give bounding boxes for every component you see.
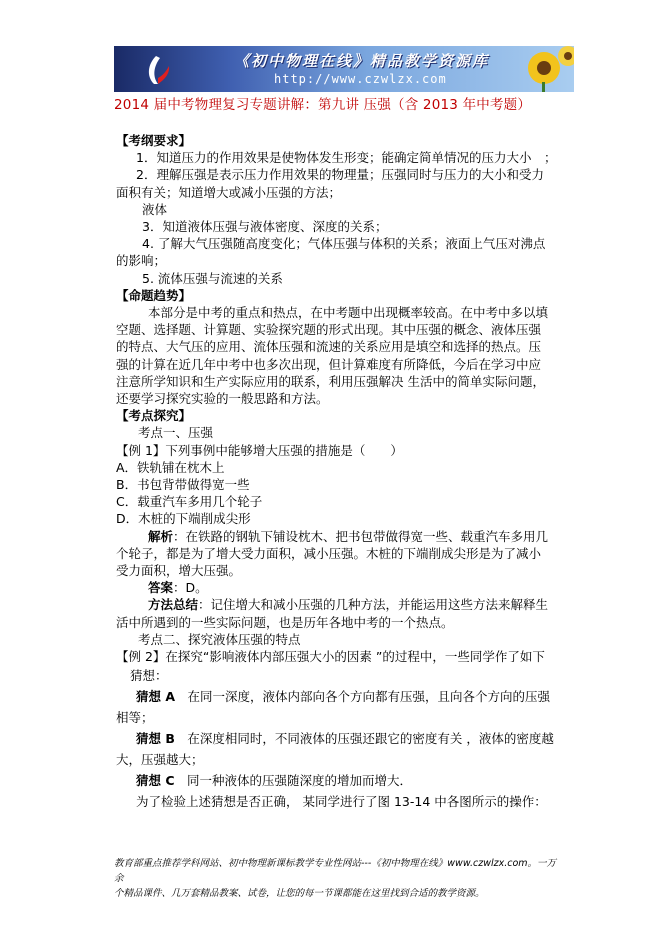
sunflower-icon — [504, 46, 574, 92]
option-d: D．木桩的下端削成尖形 — [116, 511, 251, 527]
banner-url: http://www.czwlzx.com — [274, 72, 447, 86]
document-body — [116, 132, 576, 812]
option-c: C．载重汽车多用几个轮子 — [116, 494, 263, 510]
text-line: 面积有关；知道增大或减小压强的方法； — [116, 184, 342, 200]
topic-heading: 考点二、探究液体压强的特点 — [138, 631, 301, 647]
answer-text: ：D。 — [173, 580, 208, 596]
text-line: 5. 流体压强与流速的关系 — [142, 270, 283, 286]
answer-line — [116, 579, 576, 596]
text-line: 空题、选择题、计算题、实验探究题的形式出现。其中压强的概念、液体压强 — [116, 322, 542, 338]
summary-line — [116, 596, 576, 613]
example-question: 【例 1】下列事例中能够增大压强的措施是（ ） — [116, 442, 403, 458]
topic-heading: 考点一、压强 — [138, 425, 214, 441]
text-line: 猜想： — [130, 668, 168, 684]
section-heading: 【命题趋势】 — [116, 287, 192, 303]
text-line: 2．理解压强是表示压力作用效果的物理量；压强同时与压力的大小和受力 — [136, 167, 544, 183]
summary-text: ：记住增大和减小压强的几种方法，并能运用这些方法来解释生 — [198, 597, 549, 613]
footer-line: 教育部重点推荐学科网站、初中物理新课标教学专业性网站---《初中物理在线》www.czwlzx.com。一万余 — [114, 858, 557, 884]
text-line: 还要学习探究实验的一般思路和方法。 — [116, 391, 329, 407]
page-footer — [114, 856, 564, 901]
summary-label: 方法总结 — [148, 597, 199, 613]
hypothesis-text: 在同一深度，液体内部向各个方向都有压强，且向各个方向的压强 — [175, 689, 551, 705]
hypothesis-line — [116, 770, 576, 791]
text-line: 为了检验上述猜想是否正确， 某同学进行了图 13-14 中各图所示的操作： — [136, 794, 547, 810]
text-line: 个轮子，都是为了增大受力面积，减小压强。木桩的下端削成尖形是为了减小 — [116, 545, 542, 561]
hypothesis-line — [116, 728, 576, 749]
text-line: 本部分是中考的重点和热点，在中考题中出现概率较高。在中考中多以填 — [148, 305, 549, 321]
section-heading: 【考点探究】 — [116, 408, 192, 424]
text-line: 液体 — [142, 201, 168, 217]
logo-icon — [142, 54, 172, 86]
footer-line: 个精品课件、几万套精品教案、试卷，让您的每一节课都能在这里找到合适的教学资源。 — [114, 888, 485, 899]
text-line: 注意所学知识和生产实际应用的联系，利用压强解决 生活中的简单实际问题， — [116, 373, 545, 389]
text-line: 4. 了解大气压强随高度变化；气体压强与体积的关系；液面上气压对沸点 — [142, 236, 546, 252]
text-line: 的影响； — [116, 253, 167, 269]
text-line: 的特点、大气压的应用、流体压强和流速的关系应用是填空和选择的热点。压 — [116, 339, 542, 355]
text-line: 强的计算在近几年中考中也多次出现，但计算难度有所降低，今后在学习中应 — [116, 356, 542, 372]
option-a: A．铁轨铺在枕木上 — [116, 459, 225, 475]
text-line: 1．知道压力的作用效果是使物体发生形变；能确定简单情况的压力大小 ； — [136, 150, 557, 166]
section-heading: 【考纲要求】 — [116, 133, 192, 148]
hypothesis-label: 猜想 B — [136, 731, 175, 747]
analysis-line — [116, 528, 576, 545]
header-banner — [114, 46, 574, 92]
text-line: 大，压强越大； — [116, 752, 204, 768]
document-title: 2014 届中考物理复习专题讲解：第九讲 压强（含 2013 年中考题） — [114, 97, 532, 113]
hypothesis-line — [116, 686, 576, 707]
hypothesis-text: 在深度相同时，不同液体的压强还跟它的密度有关 ，液体的密度越 — [174, 731, 554, 747]
text-line: 相等； — [116, 710, 154, 726]
example-question: 【例 2】在探究“影响液体内部压强大小的因素 ”的过程中，一些同学作了如下 — [116, 649, 545, 665]
analysis-label: 解析 — [148, 528, 174, 544]
answer-label: 答案 — [148, 580, 174, 596]
text-line: 3．知道液体压强与液体密度、深度的关系； — [142, 219, 388, 235]
option-b: B．书包背带做得宽一些 — [116, 477, 250, 493]
analysis-text: ：在铁路的钢轨下铺设枕木、把书包带做得宽一些、载重汽车多用几 — [173, 528, 549, 544]
text-line: 受力面积，增大压强。 — [116, 563, 242, 579]
text-line: 活中所遇到的一些实际问题，也是历年各地中考的一个热点。 — [116, 614, 454, 630]
hypothesis-label: 猜想 A — [136, 689, 176, 705]
banner-title: 《初中物理在线》精品教学资源库 — [234, 52, 490, 70]
hypothesis-label: 猜想 C — [136, 773, 175, 789]
hypothesis-text: 同一种液体的压强随深度的增加而增大． — [174, 773, 413, 789]
